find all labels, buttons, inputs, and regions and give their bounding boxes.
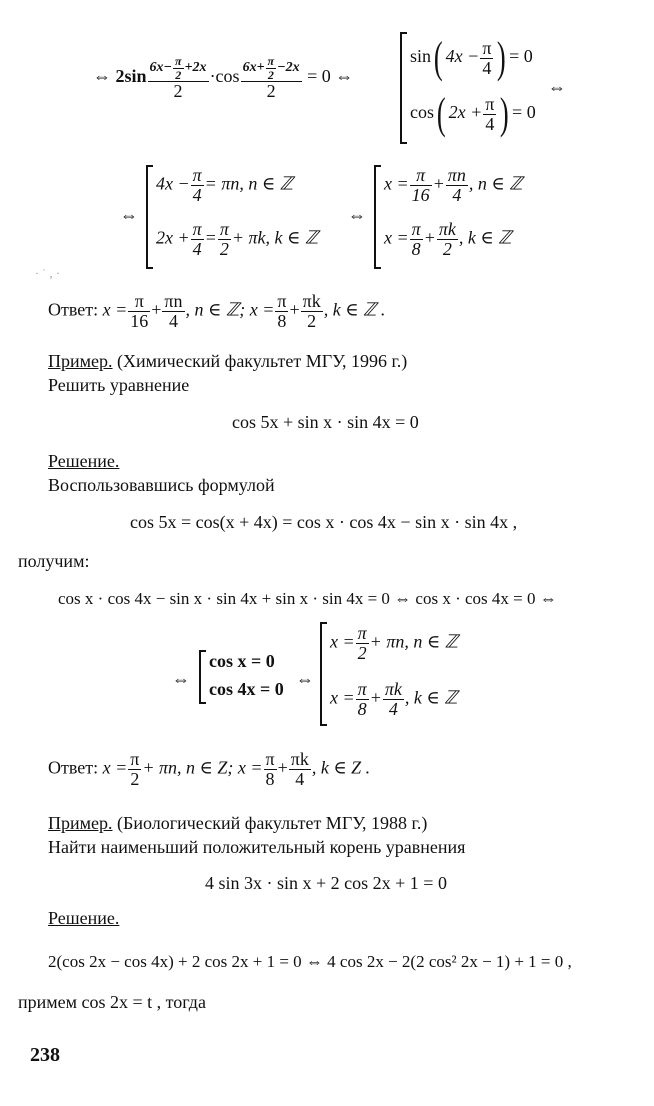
system-3-row-2: x = $\frac{\pi}{8}$ + $\frac{\pi k}{2}$ , k ∈ ℤ [384, 219, 512, 259]
example-1-heading [48, 352, 407, 370]
system-3-row-1: x = $\frac{\pi}{16}$ + $\frac{\pi n}{4}$ , n ∈ ℤ [384, 165, 523, 205]
numerator-arg-1: 6x− $\frac{\pi}{2}$ +2x [149, 54, 207, 82]
example-2-equation: 4 sin 3x · sin x + 2 cos 2x + 1 = 0 [205, 873, 447, 893]
system-2-row-1: 4x − $\frac{\pi}{4}$ = πn, n ∈ ℤ [156, 165, 294, 205]
numerator-arg-2: 6x+ $\frac{\pi}{2}$ −2x [242, 54, 300, 82]
system-bracket-2 [146, 165, 153, 269]
system-1-row-2: cos( 2x + $\frac{\pi}{4}$ ) = 0 [410, 89, 536, 138]
system-bracket-4 [199, 650, 206, 704]
answer-label: Ответ: [48, 757, 99, 778]
iff-symbol: ⇔ [172, 669, 190, 689]
substitution-line: примем cos 2x = t , тогда [18, 992, 206, 1012]
cos5x-formula: cos 5x = cos(x + 4x) = cos x · cos 4x − sin x · sin 4x , [130, 512, 518, 532]
got-label: получим: [18, 551, 90, 571]
system-4-row-2: cos 4x = 0 [209, 679, 284, 699]
example-2-task: Найти наименьший положительный корень уравнения [48, 837, 466, 857]
page-number: 238 [30, 1044, 60, 1066]
answer-2: Ответ: x = $\frac{\pi}{2}$ + πn, n ∈ Z; x = $\frac{\pi}{8}$ + $\frac{\pi k}{4}$ , k ∈ Z . [48, 749, 371, 789]
trailing-iff: ⇔ [548, 77, 566, 97]
iff-symbol: ⇔ [93, 66, 111, 87]
system-5-row-1: x = $\frac{\pi}{2}$ + πn, n ∈ ℤ [330, 623, 459, 663]
system-1-row-1: sin( 4x − $\frac{\pi}{4}$ ) = 0 [410, 33, 533, 82]
example-source: (Биологический факультет МГУ, 1988 г.) [117, 813, 428, 833]
example-2-transform: 2(cos 2x − cos 4x) + 2 cos 2x + 1 = 0 ⇔ 4 cos 2x − 2(2 cos² 2x − 1) + 1 = 0 , [48, 952, 572, 971]
fraction-arg-1: 6x− $\frac{\pi}{2}$ +2x 2 [149, 54, 207, 102]
solution-heading: Решение. [48, 908, 120, 928]
two-sin: 2sin [115, 66, 147, 87]
example-source: (Химический факультет МГУ, 1996 г.) [117, 351, 408, 371]
scan-noise: · ˙ ‚ · [35, 266, 60, 280]
answer-label: Ответ: [48, 299, 99, 320]
example-title: Пример. [48, 813, 113, 833]
system-bracket-1 [400, 32, 407, 144]
answer-1: Ответ: x = $\frac{\pi}{16}$ + $\frac{\pi n}{4}$ , n ∈ ℤ; x = $\frac{\pi}{8}$ + $\frac{\pi k}{2}$ , k ∈ ℤ . [48, 291, 386, 331]
transform-line: cos x · cos 4x − sin x · sin 4x + sin x · sin 4x = 0 ⇔ cos x · cos 4x = 0 ⇔ [58, 589, 557, 608]
example-1-task: Решить уравнение [48, 375, 190, 395]
solution-intro: Воспользовавшись формулой [48, 475, 275, 495]
system-5-row-2: x = $\frac{\pi}{8}$ + $\frac{\pi k}{4}$ , k ∈ ℤ [330, 679, 458, 719]
iff-symbol: ⇔ [296, 669, 314, 689]
formula-line-1 [93, 55, 353, 101]
example-2-heading [48, 814, 427, 832]
example-title: Пример. [48, 351, 113, 371]
system-2-row-2: 2x + $\frac{\pi}{4}$ = $\frac{\pi}{2}$ + πk, k ∈ ℤ [156, 219, 319, 259]
system-4-row-1: cos x = 0 [209, 651, 275, 671]
equals-zero-iff: = 0 ⇔ [307, 66, 354, 87]
fraction-arg-2: 6x+ $\frac{\pi}{2}$ −2x 2 [242, 54, 300, 102]
cos-factor: ·cos [209, 66, 240, 87]
system-bracket-3 [374, 165, 381, 269]
iff-symbol: ⇔ [348, 205, 366, 225]
example-1-equation: cos 5x + sin x · sin 4x = 0 [232, 412, 419, 432]
system-bracket-5 [320, 622, 327, 726]
solution-heading: Решение. [48, 451, 120, 471]
iff-symbol: ⇔ [120, 205, 138, 225]
